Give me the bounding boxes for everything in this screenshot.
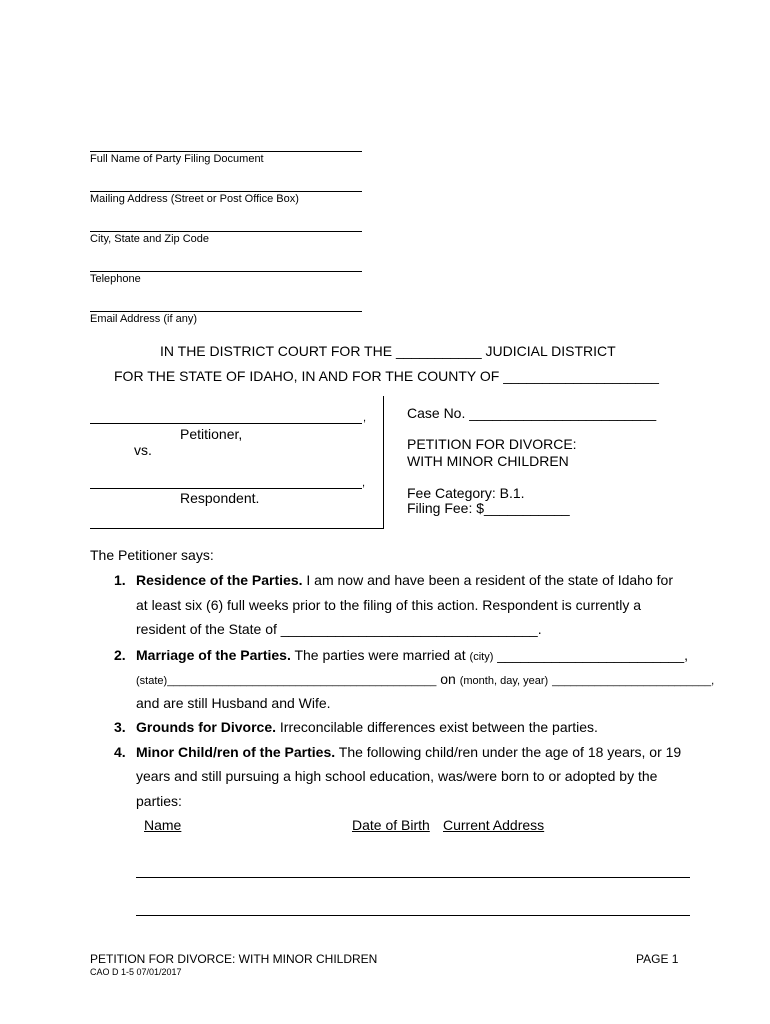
footer-title: PETITION FOR DIVORCE: WITH MINOR CHILDREN [90,952,378,966]
full-name-line[interactable] [90,151,362,152]
item3-heading: Grounds for Divorce. [136,719,277,735]
marriage-state-blank[interactable]: ____________________________________________ [167,675,437,687]
item2-city-label: (city) [469,651,494,663]
marriage-city-blank[interactable]: ________________________, [497,647,689,663]
case-number [407,405,656,421]
item2-line1 [136,643,688,669]
footer-form-code: CAO D 1-5 07/01/2017 [90,967,182,977]
child-entry-line-2[interactable] [136,915,690,916]
filing-fee [407,500,570,516]
resident-state-blank[interactable]: _________________________________. [280,621,542,637]
item2-on: on [440,671,456,687]
item3-number [114,715,126,739]
item2-line2 [136,667,714,693]
court-heading-line1 [160,343,616,359]
item1-text-c: resident of the State of [136,621,277,637]
versus-label: vs. [134,442,152,458]
petitioner-name-line[interactable] [90,423,362,424]
item2-date-label: (month, day, year) [459,675,549,687]
court-heading-line2 [114,368,659,384]
item2-text: The parties were married at [294,647,466,663]
item1-num: 1. [114,572,126,588]
item1-line1 [136,568,673,592]
respondent-name-line[interactable] [90,488,362,489]
filing-fee-label: Filing Fee: $ [407,500,485,516]
item1-line2: at least six (6) full weeks prior to the filing of this action. Respondent is currently a [136,597,642,613]
footer-page-number: PAGE 1 [636,952,679,966]
item2-number [114,643,126,667]
telephone-line[interactable] [90,271,362,272]
judicial-district-blank[interactable]: ___________ [395,343,482,359]
child-entry-line-1[interactable] [136,877,690,878]
email-line[interactable] [90,311,362,312]
item4-num: 4. [114,744,126,760]
item1-text-a: I am now and have been a resident of the state of Idaho for [306,572,673,588]
county-blank[interactable]: ____________________ [503,368,659,384]
mailing-address-label: Mailing Address (Street or Post Office Box) [90,193,299,205]
item1-heading: Residence of the Parties. [136,572,303,588]
filing-fee-blank[interactable]: ___________ [484,500,570,516]
petitioner-comma: , [363,412,367,424]
county-heading-pre: FOR THE STATE OF IDAHO, IN AND FOR THE COUNTY OF [114,368,500,384]
city-state-zip-label: City, State and Zip Code [90,233,210,245]
item3-num: 3. [114,719,126,735]
item3-text: Irreconcilable differences exist between the parties. [279,719,598,735]
respondent-label: Respondent. [180,490,260,506]
item4-heading: Minor Child/ren of the Parties. [136,744,336,760]
court-heading-post: JUDICIAL DISTRICT [485,343,616,359]
column-header-name: Name [144,817,182,833]
item1-number [114,568,126,592]
petitioner-label: Petitioner, [180,426,243,442]
item4-text-a: The following child/ren under the age of 18 years, or 19 [338,744,682,760]
document-title-line1: PETITION FOR DIVORCE: [407,436,577,452]
mailing-address-line[interactable] [90,191,362,192]
city-state-zip-line[interactable] [90,231,362,232]
item2-state-label: (state) [136,675,168,687]
caption-divider [383,396,384,529]
fee-category: Fee Category: B.1. [407,485,525,501]
item2-heading: Marriage of the Parties. [136,647,291,663]
document-title-line2: WITH MINOR CHILDREN [407,453,569,469]
respondent-comma: , [362,477,366,489]
item4-number [114,740,126,764]
item2-num: 2. [114,647,126,663]
email-label: Email Address (if any) [90,313,197,325]
full-name-label: Full Name of Party Filing Document [90,153,264,165]
item3-line1 [136,715,598,739]
column-header-dob: Date of Birth [352,817,430,833]
item4-line1 [136,740,681,764]
case-number-label: Case No. [407,405,466,421]
caption-bottom-line [90,528,384,529]
column-header-address: Current Address [443,817,545,833]
telephone-label: Telephone [90,273,141,285]
item4-line3: parties: [136,793,182,809]
case-number-blank[interactable]: ________________________ [469,405,657,421]
marriage-date-blank[interactable]: __________________________, [552,675,715,687]
intro-text: The Petitioner says: [90,547,214,563]
item1-line3 [136,617,542,641]
item2-line3: and are still Husband and Wife. [136,695,331,711]
item4-line2: years and still pursuing a high school education, was/were born to or adopted by the [136,768,658,784]
court-heading-pre: IN THE DISTRICT COURT FOR THE [160,343,393,359]
